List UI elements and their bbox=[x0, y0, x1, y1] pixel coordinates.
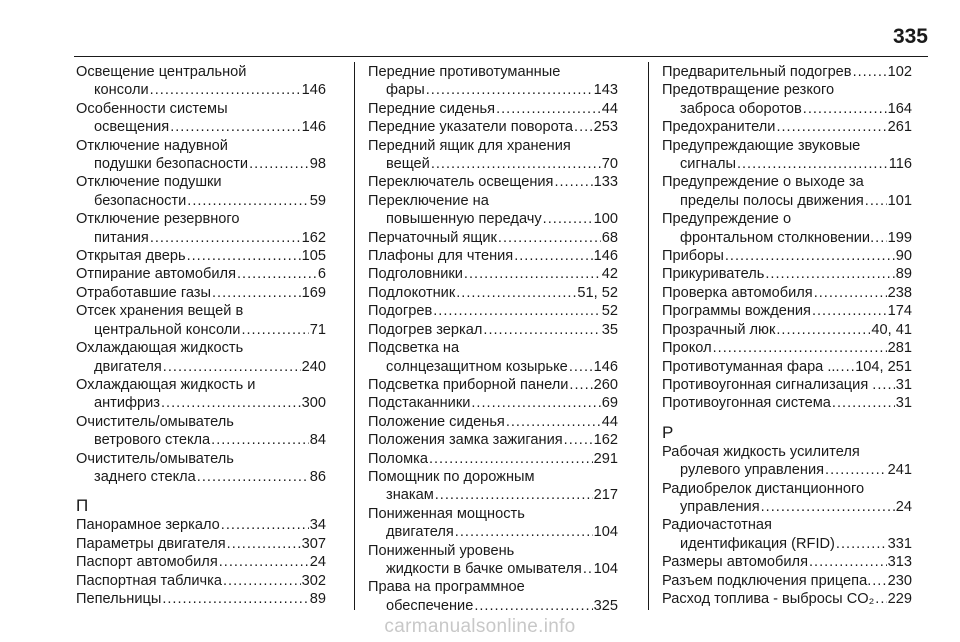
dot-leader bbox=[197, 468, 309, 486]
index-entry bbox=[662, 284, 912, 302]
index-letter-heading: Р bbox=[662, 422, 674, 442]
page-reference: 51, 52 bbox=[577, 284, 618, 301]
index-entry-text: безопасности bbox=[94, 192, 187, 209]
dot-leader bbox=[163, 358, 301, 376]
page-reference: 291 bbox=[593, 450, 618, 467]
index-entry bbox=[76, 590, 326, 608]
page-reference: 199 bbox=[887, 229, 912, 246]
index-entry bbox=[76, 413, 326, 450]
index-entry-text: Предупреждение о bbox=[662, 211, 792, 228]
page-reference: 307 bbox=[301, 535, 326, 552]
index-entry-text: Пепельницы bbox=[76, 590, 162, 607]
index-entry-text: Открытая дверь bbox=[76, 248, 186, 265]
page-reference: 230 bbox=[887, 572, 912, 589]
index-entry bbox=[662, 516, 912, 553]
index-entry bbox=[76, 572, 326, 590]
dot-leader bbox=[765, 265, 894, 283]
index-entry-text: обеспечение bbox=[386, 597, 474, 614]
index-entry-text: Паспортная табличка bbox=[76, 572, 222, 589]
page-reference: 31 bbox=[895, 376, 912, 393]
page-reference: 253 bbox=[593, 119, 618, 136]
index-entry-text: Противотуманная фара ... bbox=[662, 358, 840, 375]
page-reference: 261 bbox=[887, 119, 912, 136]
index-entry-text: фронтальном столкновении. bbox=[680, 229, 875, 246]
index-entry-text: сигналы bbox=[680, 156, 736, 173]
index-entry bbox=[662, 173, 912, 210]
index-entry-text: Противоугонная сигнализация . bbox=[662, 376, 877, 393]
index-entry-text: Размеры автомобиля bbox=[662, 554, 808, 571]
index-entry-text: центральной консоли bbox=[94, 321, 241, 338]
index-entry-text: Подогрев bbox=[368, 303, 433, 320]
index-entry-text: Подсветка на bbox=[368, 340, 460, 357]
dot-leader bbox=[776, 118, 886, 136]
page-reference: 143 bbox=[593, 82, 618, 99]
index-entry bbox=[662, 210, 912, 247]
index-entry bbox=[368, 376, 618, 394]
index-entry-text: Подстаканники bbox=[368, 395, 471, 412]
page-reference: 86 bbox=[309, 468, 326, 485]
index-entry bbox=[368, 173, 618, 191]
dot-leader bbox=[474, 597, 592, 615]
index-entry-text: Положение сиденья bbox=[368, 413, 505, 430]
index-entry-text: Прокол bbox=[662, 340, 712, 357]
page-reference: 164 bbox=[887, 100, 912, 117]
dot-leader bbox=[433, 302, 601, 320]
page-reference: 31 bbox=[895, 395, 912, 412]
index-entry bbox=[76, 450, 326, 487]
header-rule bbox=[74, 56, 928, 57]
page-reference: 68 bbox=[601, 229, 618, 246]
index-entry bbox=[368, 63, 618, 100]
index-entry-text: заброса оборотов bbox=[680, 100, 802, 117]
index-entry bbox=[76, 535, 326, 553]
index-entry bbox=[368, 192, 618, 229]
index-entry bbox=[662, 247, 912, 265]
index-column-2 bbox=[368, 63, 618, 615]
index-entry-text: фары bbox=[386, 82, 425, 99]
index-entry-text: Очиститель/омыватель bbox=[76, 413, 234, 430]
page-reference: 98 bbox=[309, 156, 326, 173]
dot-leader bbox=[809, 553, 887, 571]
page-reference: 100 bbox=[593, 211, 618, 228]
index-entry bbox=[662, 358, 912, 376]
page-reference: 24 bbox=[309, 554, 326, 571]
index-entry-text: Предохранители bbox=[662, 119, 776, 136]
dot-leader bbox=[161, 394, 301, 412]
dot-leader bbox=[212, 284, 301, 302]
index-entry-text: Перчаточный ящик bbox=[368, 229, 497, 246]
page-reference: 102 bbox=[887, 64, 912, 80]
page-reference: 331 bbox=[887, 535, 912, 552]
index-entry-text: Проверка автомобиля bbox=[662, 284, 813, 301]
dot-leader bbox=[241, 321, 308, 339]
index-entry-text: Положения замка зажигания bbox=[368, 432, 563, 449]
index-entry-text: рулевого управления bbox=[680, 462, 825, 479]
page-reference: 116 bbox=[888, 156, 912, 173]
index-entry bbox=[368, 265, 618, 283]
index-entry bbox=[368, 118, 618, 136]
dot-leader bbox=[514, 247, 592, 265]
page-reference: 162 bbox=[301, 229, 326, 246]
index-entry bbox=[662, 302, 912, 320]
index-entry bbox=[76, 302, 326, 339]
index-entry bbox=[368, 578, 618, 615]
dot-leader bbox=[725, 247, 895, 265]
dot-leader bbox=[812, 302, 887, 320]
index-entry-text: управления bbox=[680, 498, 760, 515]
page-reference: 300 bbox=[301, 395, 326, 412]
index-entry-text: Программы вождения bbox=[662, 303, 811, 320]
index-entry bbox=[368, 542, 618, 579]
page-reference: 24 bbox=[895, 498, 912, 515]
dot-leader bbox=[162, 590, 308, 608]
index-column-3 bbox=[662, 63, 912, 608]
dot-leader bbox=[221, 516, 309, 534]
index-entry bbox=[368, 137, 618, 174]
dot-leader bbox=[170, 118, 300, 136]
index-entry bbox=[662, 590, 912, 608]
dot-leader bbox=[187, 192, 309, 210]
page-reference: 240 bbox=[301, 358, 326, 375]
index-entry-text: Панорамное зеркало bbox=[76, 517, 220, 534]
dot-leader bbox=[223, 572, 301, 590]
index-entry-text: питания bbox=[94, 229, 149, 246]
index-entry-text: Прозрачный люк bbox=[662, 321, 776, 338]
page-reference: 89 bbox=[309, 590, 326, 607]
index-entry bbox=[662, 118, 912, 136]
index-entry-text: Отключение резервного bbox=[76, 211, 240, 228]
dot-leader bbox=[776, 321, 870, 339]
index-entry bbox=[662, 376, 912, 394]
index-entry-text: Параметры двигателя bbox=[76, 535, 226, 552]
dot-leader bbox=[227, 535, 301, 553]
index-entry-text: Подголовники bbox=[368, 266, 463, 283]
index-entry bbox=[368, 413, 618, 431]
index-entry-text: Рабочая жидкость усилителя bbox=[662, 443, 860, 460]
dot-leader bbox=[471, 394, 600, 412]
index-entry bbox=[76, 265, 326, 283]
dot-leader bbox=[506, 413, 601, 431]
index-entry-text: ветрового стекла bbox=[94, 432, 211, 449]
dot-leader bbox=[426, 81, 593, 99]
index-column-1 bbox=[76, 63, 326, 608]
index-entry-text: Предупреждение о выходе за bbox=[662, 174, 864, 191]
page-reference: 146 bbox=[301, 82, 326, 99]
index-entry bbox=[662, 394, 912, 412]
dot-leader bbox=[150, 81, 301, 99]
index-entry-text: Приборы bbox=[662, 248, 724, 265]
index-entry-text: освещения bbox=[94, 119, 170, 136]
index-entry-text: Отключение надувной bbox=[76, 137, 228, 154]
index-entry-text: Переключатель освещения bbox=[368, 174, 554, 191]
dot-leader bbox=[836, 535, 887, 553]
page-reference: 302 bbox=[301, 572, 326, 589]
index-entry bbox=[368, 321, 618, 339]
dot-leader bbox=[737, 155, 888, 173]
page-reference: 40, 41 bbox=[871, 321, 912, 338]
dot-leader bbox=[574, 118, 593, 136]
index-entry-text: Радиобрелок дистанционного bbox=[662, 480, 865, 497]
index-entry-text: вещей bbox=[386, 156, 430, 173]
index-entry bbox=[662, 553, 912, 571]
index-entry-text: повышенную передачу bbox=[386, 211, 542, 228]
index-entry bbox=[662, 265, 912, 283]
dot-leader bbox=[431, 155, 601, 173]
index-entry-text: заднего стекла bbox=[94, 468, 196, 485]
index-entry-text: антифриз bbox=[94, 395, 160, 412]
dot-leader bbox=[219, 553, 309, 571]
dot-leader bbox=[583, 560, 593, 578]
index-entry bbox=[662, 81, 912, 118]
page-reference: 260 bbox=[593, 376, 618, 393]
index-entry-text: подушки безопасности bbox=[94, 156, 249, 173]
index-entry-text: жидкости в бачке омывателя bbox=[386, 560, 582, 577]
index-entry bbox=[662, 321, 912, 339]
index-entry-text: Переключение на bbox=[368, 192, 489, 209]
index-entry-text: Противоугонная система bbox=[662, 395, 831, 412]
index-entry-text: Отработавшие газы bbox=[76, 284, 211, 301]
dot-leader bbox=[187, 247, 301, 265]
dot-leader bbox=[429, 450, 593, 468]
dot-leader bbox=[814, 284, 887, 302]
dot-leader bbox=[455, 523, 593, 541]
page-reference: 44 bbox=[601, 413, 618, 430]
page-reference: 71 bbox=[309, 321, 326, 338]
index-entry-text: Предотвращение резкого bbox=[662, 82, 835, 99]
dot-leader bbox=[150, 229, 301, 247]
dot-leader bbox=[841, 358, 855, 376]
page-reference: 101 bbox=[887, 192, 912, 209]
index-entry bbox=[76, 339, 326, 376]
dot-leader bbox=[872, 572, 886, 590]
page-reference: 217 bbox=[593, 487, 618, 504]
index-entry-text: Освещение центральной bbox=[76, 64, 247, 80]
dot-leader bbox=[483, 321, 600, 339]
dot-leader bbox=[211, 431, 309, 449]
dot-leader bbox=[554, 173, 592, 191]
index-entry bbox=[76, 63, 326, 100]
index-entry-text: пределы полосы движения bbox=[680, 192, 864, 209]
page-reference: 281 bbox=[887, 340, 912, 357]
dot-leader bbox=[803, 100, 887, 118]
index-entry-text: Помощник по дорожным bbox=[368, 468, 535, 485]
dot-leader bbox=[249, 155, 309, 173]
page-reference: 89 bbox=[895, 266, 912, 283]
index-entry bbox=[368, 339, 618, 376]
page-reference: 69 bbox=[601, 395, 618, 412]
page-reference: 325 bbox=[593, 597, 618, 614]
index-entry bbox=[76, 376, 326, 413]
column-divider bbox=[354, 62, 355, 610]
page-reference: 70 bbox=[601, 156, 618, 173]
index-entry-text: Передний ящик для хранения bbox=[368, 137, 571, 154]
dot-leader bbox=[498, 229, 601, 247]
index-entry bbox=[76, 247, 326, 265]
index-entry-text: Плафоны для чтения bbox=[368, 248, 514, 265]
index-entry bbox=[662, 480, 912, 517]
index-entry-text: Расход топлива - выбросы CO₂ bbox=[662, 590, 875, 607]
page-reference: 90 bbox=[895, 248, 912, 265]
index-entry bbox=[368, 284, 618, 302]
index-entry bbox=[76, 100, 326, 137]
page-reference: 104 bbox=[593, 524, 618, 541]
dot-leader bbox=[543, 210, 593, 228]
watermark: carmanualsonline.info bbox=[384, 616, 576, 637]
column-divider bbox=[648, 62, 649, 610]
page-reference: 34 bbox=[309, 517, 326, 534]
page-reference: 169 bbox=[301, 284, 326, 301]
index-entry bbox=[368, 450, 618, 468]
dot-leader bbox=[464, 265, 601, 283]
index-entry bbox=[662, 443, 912, 480]
index-entry-text: Передние противотуманные bbox=[368, 64, 561, 80]
dot-leader bbox=[564, 431, 593, 449]
index-entry-text: Права на программное bbox=[368, 579, 525, 596]
index-entry-text: двигателя bbox=[94, 358, 162, 375]
index-entry-text: Передние указатели поворота bbox=[368, 119, 574, 136]
dot-leader bbox=[569, 358, 593, 376]
page-reference: 104, 251 bbox=[855, 358, 912, 375]
index-entry bbox=[76, 173, 326, 210]
index-entry-text: солнцезащитном козырьке bbox=[386, 358, 568, 375]
dot-leader bbox=[713, 339, 887, 357]
page-reference: 52 bbox=[601, 303, 618, 320]
page-reference: 133 bbox=[593, 174, 618, 191]
page-number: 335 bbox=[892, 25, 928, 48]
index-entry bbox=[662, 137, 912, 174]
page-reference: 59 bbox=[309, 192, 326, 209]
index-entry-text: Передние сиденья bbox=[368, 100, 496, 117]
index-entry-text: Разъем подключения прицепа. bbox=[662, 572, 872, 589]
dot-leader bbox=[875, 590, 886, 608]
index-entry bbox=[368, 229, 618, 247]
index-entry bbox=[76, 137, 326, 174]
index-entry-text: Особенности системы bbox=[76, 100, 228, 117]
page-reference: 229 bbox=[887, 590, 912, 607]
dot-leader bbox=[496, 100, 601, 118]
index-entry bbox=[368, 100, 618, 118]
dot-leader bbox=[456, 284, 576, 302]
index-entry-text: Радиочастотная bbox=[662, 517, 772, 534]
page-reference: 241 bbox=[887, 462, 912, 479]
index-entry bbox=[368, 394, 618, 412]
index-entry bbox=[368, 505, 618, 542]
index-letter-heading: П bbox=[76, 496, 89, 516]
page-reference: 105 bbox=[301, 248, 326, 265]
index-entry-text: Предварительный подогрев bbox=[662, 64, 852, 80]
index-entry-text: консоли bbox=[94, 82, 149, 99]
page-reference: 238 bbox=[887, 284, 912, 301]
page-reference: 44 bbox=[601, 100, 618, 117]
index-entry-text: Отключение подушки bbox=[76, 174, 222, 191]
index-entry bbox=[368, 302, 618, 320]
page-reference: 42 bbox=[601, 266, 618, 283]
dot-leader bbox=[825, 461, 887, 479]
index-entry-text: двигателя bbox=[386, 524, 454, 541]
index-entry bbox=[368, 431, 618, 449]
index-entry bbox=[662, 63, 912, 81]
page-reference: 84 bbox=[309, 432, 326, 449]
index-entry bbox=[368, 468, 618, 505]
page-reference: 6 bbox=[317, 266, 326, 283]
index-entry-text: Охлаждающая жидкость bbox=[76, 340, 244, 357]
index-entry-text: Пониженный уровень bbox=[368, 542, 515, 559]
dot-leader bbox=[865, 192, 887, 210]
dot-leader bbox=[853, 63, 887, 81]
dot-leader bbox=[832, 394, 895, 412]
page-reference: 174 bbox=[887, 303, 912, 320]
index-entry-text: Охлаждающая жидкость и bbox=[76, 376, 256, 393]
dot-leader bbox=[877, 376, 894, 394]
dot-leader bbox=[761, 498, 895, 516]
index-entry bbox=[76, 284, 326, 302]
index-entry-text: Подсветка приборной панели bbox=[368, 376, 569, 393]
index-entry bbox=[662, 339, 912, 357]
page-reference: 35 bbox=[601, 321, 618, 338]
index-entry-text: Прикуриватель bbox=[662, 266, 765, 283]
dot-leader bbox=[875, 229, 887, 247]
index-entry-text: Поломка bbox=[368, 450, 428, 467]
page-reference: 146 bbox=[301, 119, 326, 136]
index-entry bbox=[368, 247, 618, 265]
dot-leader bbox=[237, 265, 317, 283]
page-reference: 162 bbox=[593, 432, 618, 449]
index-entry-text: Подогрев зеркал bbox=[368, 321, 483, 338]
page-reference: 146 bbox=[593, 358, 618, 375]
dot-leader bbox=[435, 486, 593, 504]
index-entry-text: идентификация (RFID) bbox=[680, 535, 835, 552]
dot-leader bbox=[569, 376, 592, 394]
index-entry-text: Отпирание автомобиля bbox=[76, 266, 236, 283]
index-entry-text: Паспорт автомобиля bbox=[76, 554, 218, 571]
page-reference: 104 bbox=[593, 560, 618, 577]
index-entry-text: Отсек хранения вещей в bbox=[76, 303, 244, 320]
index-entry-text: Пониженная мощность bbox=[368, 505, 525, 522]
index-entry bbox=[76, 210, 326, 247]
index-entry bbox=[662, 572, 912, 590]
page-reference: 313 bbox=[887, 554, 912, 571]
index-entry-text: знакам bbox=[386, 487, 434, 504]
index-entry-text: Очиститель/омыватель bbox=[76, 450, 234, 467]
index-entry-text: Подлокотник bbox=[368, 284, 456, 301]
index-entry-text: Предупреждающие звуковые bbox=[662, 137, 861, 154]
index-entry bbox=[76, 516, 326, 534]
page-reference: 146 bbox=[593, 248, 618, 265]
index-entry bbox=[76, 553, 326, 571]
